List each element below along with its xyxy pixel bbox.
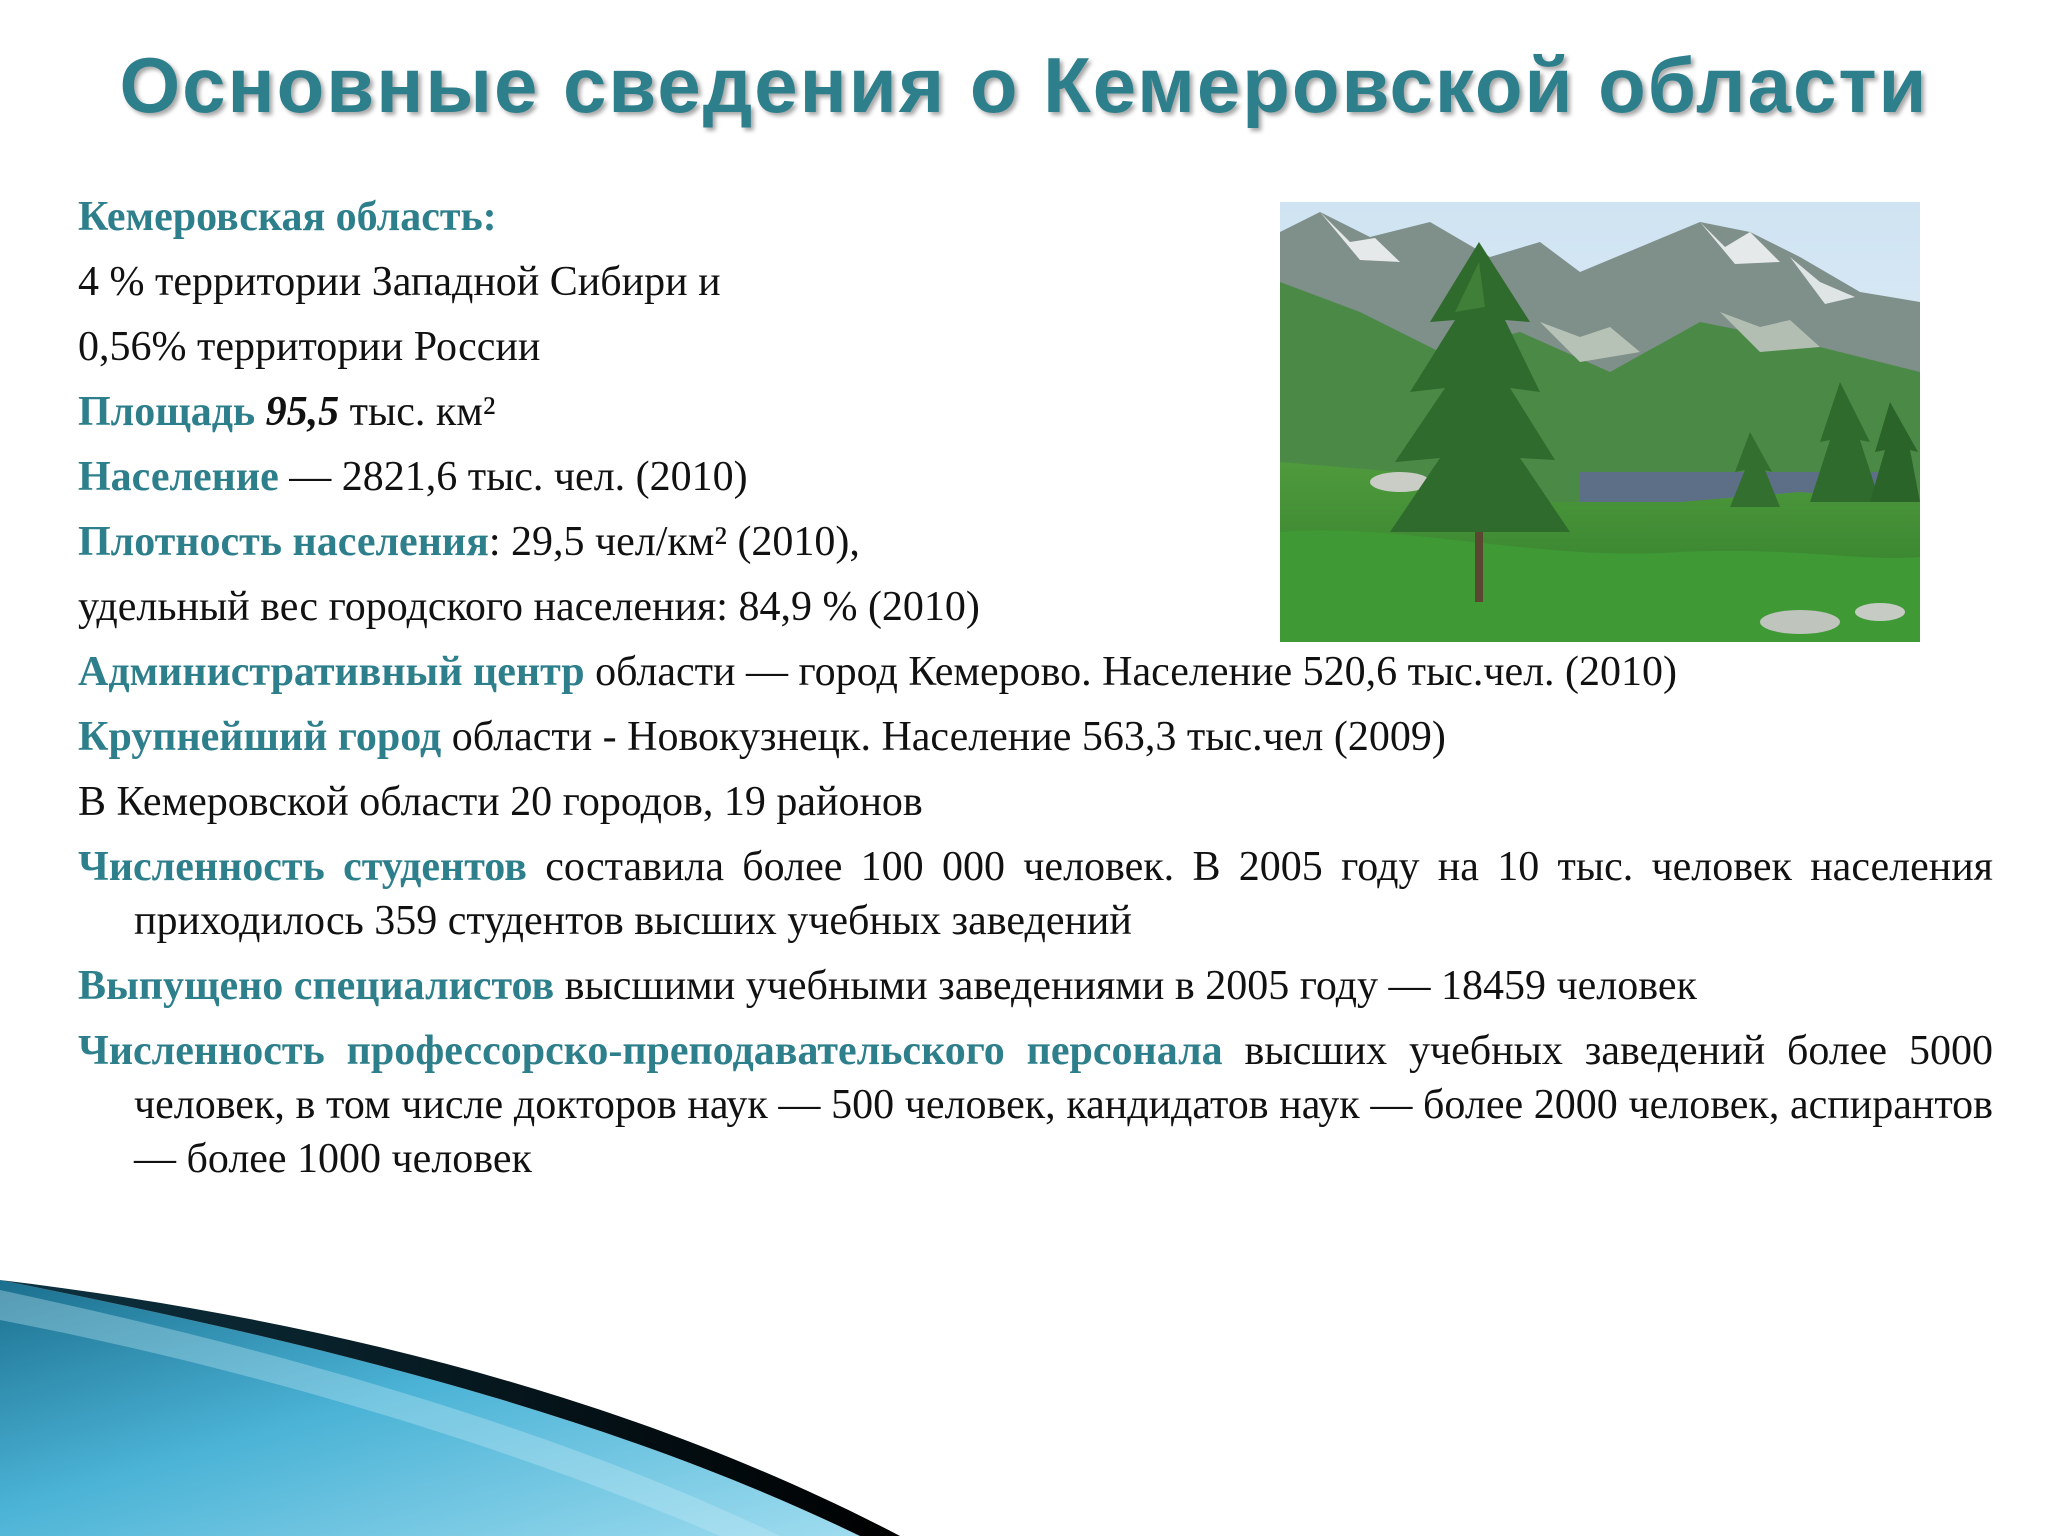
line-cities-count [78, 775, 1993, 829]
line-share-siberia [78, 255, 1993, 309]
density-text: : 29,5 чел/км² (2010), [488, 519, 860, 565]
graduates-label: Выпущено специалистов [78, 963, 555, 1009]
line-area [78, 385, 1993, 439]
admin-center-text: области — город Кемерово. Население 520,6 тыс.чел. (2010) [584, 649, 1678, 695]
line-population [78, 450, 1993, 504]
population-text: — 2821,6 тыс. чел. (2010) [278, 454, 748, 500]
faculty-text: высших учебных заведений более 5000 человек, в том числе докторов наук — 500 человек, кандидатов наук — более 2000 человек, аспирантов — более 1000 человек [134, 1028, 1993, 1182]
students-label: Численность студентов [78, 844, 527, 890]
line-share-russia [78, 320, 1993, 374]
line-faculty [78, 1024, 1993, 1186]
urban-share-text: удельный вес городского населения: 84,9 % (2010) [78, 584, 980, 630]
population-label: Население [78, 454, 279, 500]
line-density [78, 515, 1993, 569]
area-label: Площадь [78, 389, 256, 435]
area-value: 95,5 [265, 389, 340, 435]
students-text: составила более 100 000 человек. В 2005 году на 10 тыс. человек населения приходилось 359 студентов высших учебных заведений [134, 844, 1993, 944]
largest-city-label: Крупнейший город [78, 714, 442, 760]
region-label: Кемеровская область: [78, 194, 497, 240]
page-title: Основные сведения о Кемеровской области [119, 41, 1929, 129]
line-students [78, 840, 1993, 948]
decorative-wave [0, 1280, 1200, 1536]
share-siberia-text: 4 % территории Западной Сибири и [78, 259, 721, 305]
line-urban-share [78, 580, 1993, 634]
area-unit: тыс. км² [339, 389, 496, 435]
graduates-text: высшими учебными заведениями в 2005 году — 18459 человек [554, 963, 1697, 1009]
line-graduates [78, 959, 1993, 1013]
line-largest-city [78, 710, 1993, 764]
line-admin-center [78, 645, 1993, 699]
admin-center-label: Административный центр [78, 649, 585, 695]
largest-city-text: области - Новокузнецк. Население 563,3 тыс.чел (2009) [441, 714, 1446, 760]
density-label: Плотность населения [78, 519, 489, 565]
faculty-label: Численность профессорско-преподавательского персонала [78, 1028, 1223, 1074]
cities-count-text: В Кемеровской области 20 городов, 19 районов [78, 779, 923, 825]
line-region [78, 190, 1993, 244]
info-text [78, 190, 1993, 1197]
share-russia-text: 0,56% территории России [78, 324, 541, 370]
